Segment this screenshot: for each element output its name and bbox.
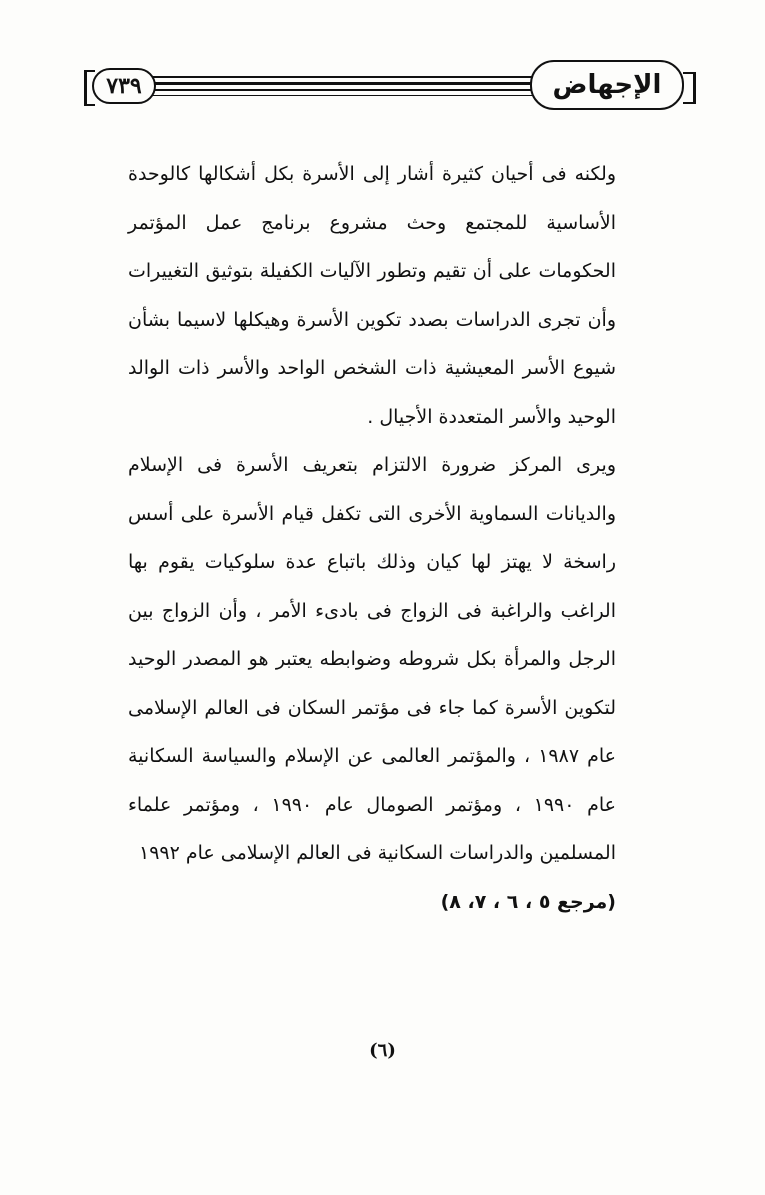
chapter-title-box — [530, 60, 684, 110]
body-text — [128, 150, 616, 926]
header-rule — [150, 82, 550, 85]
header-rule — [150, 95, 550, 96]
header-rule — [150, 89, 550, 91]
reference-citation: (مرجع ٥ ، ٦ ، ٧، ٨) — [440, 890, 616, 913]
paragraph: ولكنه فى أحيان كثيرة أشار إلى الأسرة بكل أشكالها كالوحدة الأساسية للمجتمع وحث مشروع برنامج عمل المؤتمر الحكومات على أن تقيم وتطور الآليات الكفيلة بتوثيق التغييرات وأن تجرى الدراسات بصدد تكوين الأسرة وهيكلها لاسيما بشأن شيوع الأسر المعيشية ذات الشخص الواحد والأسر ذات الوالد الوحيد والأسر المتعددة الأجيال . — [128, 163, 616, 428]
chapter-title: الإجهاض — [552, 70, 662, 100]
page-header — [72, 52, 700, 120]
header-rule — [150, 76, 550, 78]
page-footer-marker: (٦) — [369, 1040, 396, 1061]
header-right-bracket — [683, 72, 696, 104]
page-number: ٧٣٩ — [106, 73, 142, 99]
paragraph: ويرى المركز ضرورة الالتزام بتعريف الأسرة فى الإسلام والديانات السماوية الأخرى التى تكفل قيام الأسرة على أسس راسخة لا يهتز لها كيان وذلك باتباع عدة سلوكيات يقوم بها الراغب والراغبة فى الزواج فى بادىء الأمر ، وأن الزواج بين الرجل والمرأة بكل شروطه وضوابطه يعتبر هو المصدر الوحيد لتكوين الأسرة كما جاء فى مؤتمر السكان فى العالم الإسلامى عام ١٩٨٧ ، والمؤتمر العالمى عن الإسلام والسياسة السكانية عام ١٩٩٠ ، ومؤتمر الصومال عام ١٩٩٠ ، ومؤتمر علماء المسلمين والدراسات السكانية فى العالم الإسلامى عام ١٩٩٢ — [128, 454, 617, 864]
page-number-box — [92, 68, 156, 104]
